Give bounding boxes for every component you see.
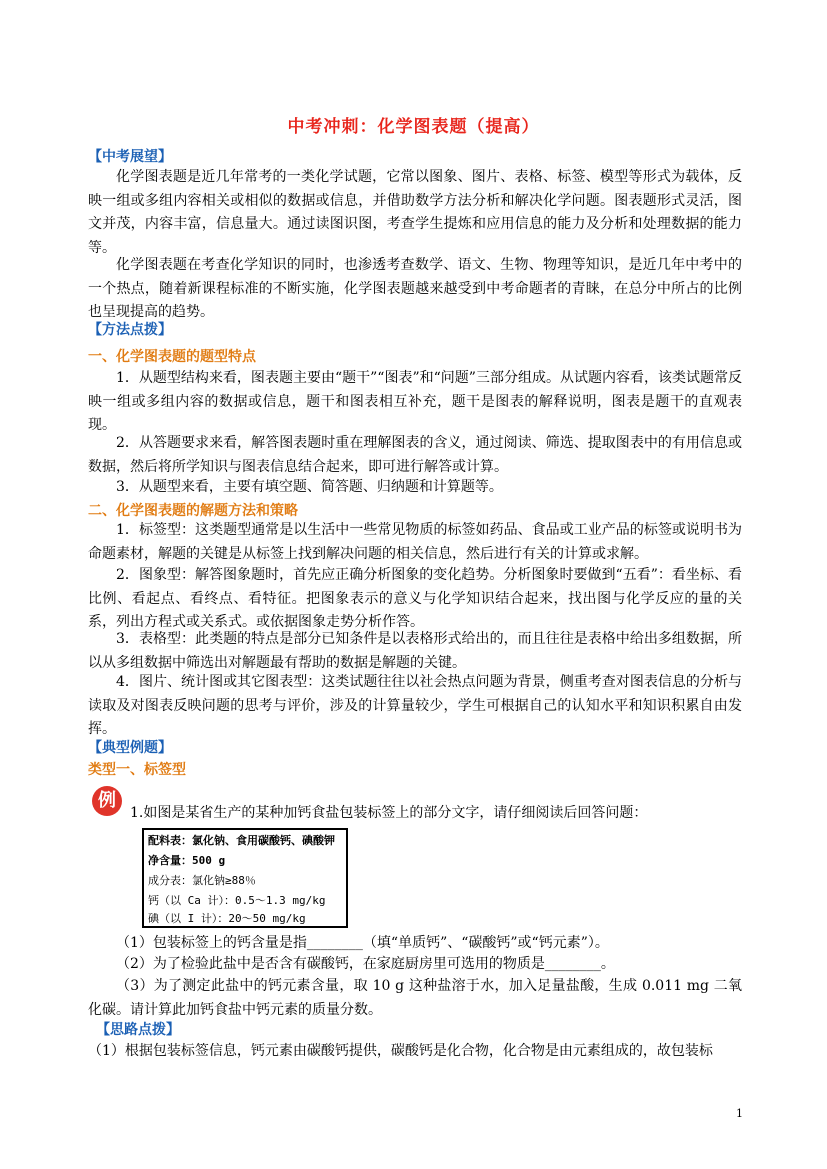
- label-line-net-content: 净含量：500 g: [148, 854, 226, 867]
- strategies-paragraph-2: 2．图象型：解答图象题时，首先应正确分析图象的变化趋势。分析图象时要做到“五看”：看坐标、看比例、看起点、看终点、看特征。把图象表示的意义与化学知识结合起来，找出图与化学反应的量的关系，列出方程式或关系式。或依据图象走势分析作答。: [88, 567, 742, 630]
- outlook-paragraph-1: 化学图表题是近几年常考的一类化学试题，它常以图象、图片、表格、标签、模型等形式为载体，反映一组或多组内容相关或相似的数据或信息，并借助数学方法分析和解决化学问题。图表题形式灵活，图文并茂，内容丰富，信息量大。通过读图识图，考查学生提炼和应用信息的能力及分析和处理数据的能力等。: [88, 169, 742, 256]
- strategies-paragraph-4: 4．图片、统计图或其它图表型：这类试题往往以社会热点问题为背景，侧重考查对图表信息的分析与读取及对图表反映问题的思考与评价，涉及的计算量较少，学生可根据自己的认知水平和知识积累自由发挥。: [88, 674, 742, 737]
- tip-heading: 【思路点拨】: [96, 1022, 180, 1038]
- question-item-2: （2）为了检验此盐中是否含有碳酸钙，在家庭厨房里可选用的物质是________。: [116, 956, 615, 972]
- label-line-composition: 成分表：氯化钠≥88％: [148, 874, 256, 887]
- section-heading-methods: 【方法点拨】: [88, 322, 172, 338]
- label-line-ingredients: 配料表：氯化钠、食用碳酸钙、碘酸钾: [148, 834, 335, 847]
- strategies-paragraph-1: 1．标签型：这类题型通常是以生活中一些常见物质的标签如药品、食品或工业产品的标签或说明书为命题素材，解题的关键是从标签上找到解决问题的相关信息，然后进行有关的计算或求解。: [88, 522, 742, 562]
- subheading-features: 一、化学图表题的题型特点: [88, 349, 256, 365]
- section-heading-examples: 【典型例题】: [88, 740, 172, 756]
- question-item-1: （1）包装标签上的钙含量是指________（填“单质钙”、“碳酸钙”或“钙元素”）。: [116, 935, 609, 951]
- label-line-calcium: 钙（以 Ca 计）：0.5～1.3 mg/kg: [148, 894, 326, 907]
- tip-text: （1）根据包装标签信息，钙元素由碳酸钙提供，碳酸钙是化合物，化合物是由元素组成的，故包装标: [88, 1043, 713, 1059]
- page-number: 1: [736, 1107, 743, 1120]
- section-heading-outlook: 【中考展望】: [88, 149, 172, 165]
- features-paragraph-3: 3．从题型来看，主要有填空题、简答题、归纳题和计算题等。: [116, 479, 503, 495]
- question-item-3: （3）为了测定此盐中的钙元素含量，取 10 g 这种盐溶于水，加入足量盐酸，生成 0.011 mg 二氧化碳。请计算此加钙食盐中钙元素的质量分数。: [88, 978, 742, 1018]
- example-badge-icon: 例: [92, 786, 122, 816]
- question-stem: 1.如图是某省生产的某种加钙食盐包装标签上的部分文字，请仔细阅读后回答问题：: [130, 805, 648, 821]
- product-label-box: [142, 828, 348, 928]
- label-line-iodine: 碘（以 I 计）：20～50 mg/kg: [148, 912, 306, 925]
- subheading-strategies: 二、化学图表题的解题方法和策略: [88, 503, 298, 519]
- features-paragraph-2: 2．从答题要求来看，解答图表题时重在理解图表的含义，通过阅读、筛选、提取图表中的有用信息或数据，然后将所学知识与图表信息结合起来，即可进行解答或计算。: [88, 435, 742, 475]
- page-title: 中考冲刺：化学图表题（提高）: [287, 117, 540, 137]
- strategies-paragraph-3: 3．表格型：此类题的特点是部分已知条件是以表格形式给出的，而且往往是表格中给出多组数据，所以从多组数据中筛选出对解题最有帮助的数据是解题的关键。: [88, 631, 742, 671]
- subheading-type-label: 类型一、标签型: [88, 762, 186, 778]
- outlook-paragraph-2: 化学图表题在考查化学知识的同时，也渗透考查数学、语文、生物、物理等知识，是近几年中考中的一个热点，随着新课程标准的不断实施，化学图表题越来越受到中考命题者的青睐，在总分中所占的比例也呈现提高的趋势。: [88, 257, 742, 320]
- features-paragraph-1: 1．从题型结构来看，图表题主要由“题干”“图表”和“问题”三部分组成。从试题内容看，该类试题常反映一组或多组内容的数据或信息，题干和图表相互补充，题干是图表的解释说明，图表是题干的直观表现。: [88, 370, 742, 433]
